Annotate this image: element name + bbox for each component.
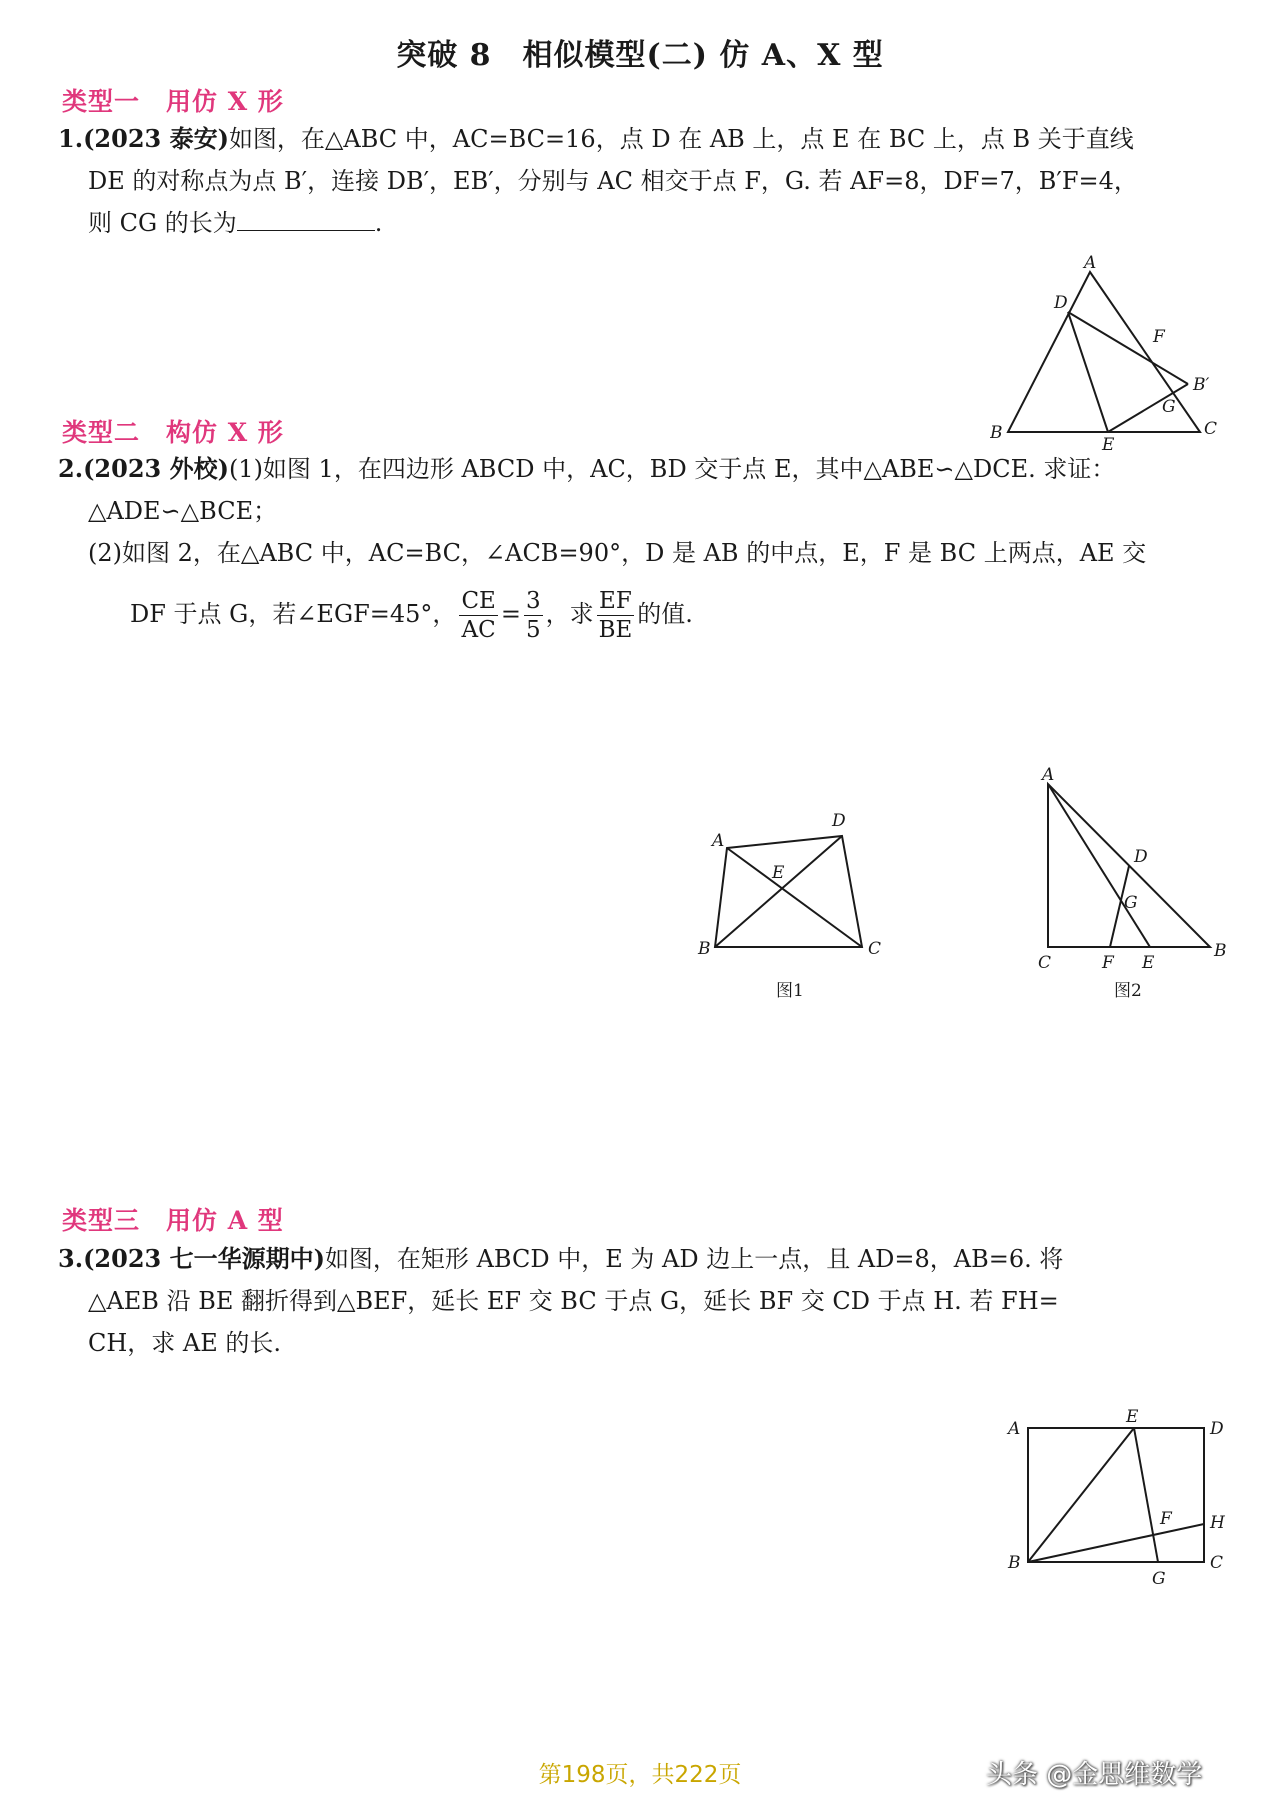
q1-answer-blank[interactable] bbox=[237, 208, 375, 231]
q3-figure bbox=[1000, 1400, 1240, 1600]
fraction-ef-be-denominator: BE bbox=[598, 617, 633, 643]
fraction-ce-ac-numerator: CE bbox=[461, 588, 496, 614]
q1-number: 1. bbox=[58, 124, 84, 153]
q3-label-a: A bbox=[1008, 1419, 1021, 1439]
q2-fig1-caption: 图1 bbox=[776, 981, 804, 1001]
q1-label-d: D bbox=[1054, 293, 1068, 313]
q2-fig2-label-b: B bbox=[1214, 941, 1227, 961]
q2-figure-2 bbox=[1030, 760, 1240, 1010]
q3-line-1 bbox=[58, 1244, 1063, 1274]
q1-text-2: DE 的对称点为点 B′，连接 DB′，EB′，分别与 AC 相交于点 F，G. 若 AF=8，DF=7，B′F=4， bbox=[88, 167, 1138, 195]
fraction-ce-ac-denominator: AC bbox=[461, 617, 496, 643]
q3-text-3: CH，求 AE 的长. bbox=[88, 1329, 282, 1357]
section-heading-3: 类型三 用仿 A 型 bbox=[62, 1206, 284, 1235]
fraction-3-5-denominator: 5 bbox=[525, 617, 541, 643]
fraction-ce-ac bbox=[459, 587, 497, 644]
q2-source: (2023 外校) bbox=[83, 454, 229, 483]
q3-label-f: F bbox=[1160, 1509, 1172, 1529]
fraction-ef-be bbox=[597, 587, 635, 644]
q1-segment-db-prime bbox=[1068, 312, 1188, 384]
q2-fig1-label-a: A bbox=[712, 831, 725, 851]
q2-text-1: (1)如图 1，在四边形 ABCD 中，AC，BD 交于点 E，其中△ABE∽△DCE. 求证： bbox=[228, 455, 1116, 483]
q2-fig2-label-f: F bbox=[1102, 953, 1114, 973]
section-heading-2: 类型二 构仿 X 形 bbox=[62, 418, 284, 447]
fraction-3-5-numerator: 3 bbox=[525, 588, 541, 614]
q2-fig2-label-c: C bbox=[1038, 953, 1052, 973]
q1-text-1: 如图，在△ABC 中，AC=BC=16，点 D 在 AB 上，点 E 在 BC 上，点 B 关于直线 bbox=[228, 125, 1134, 153]
q2-figure-1 bbox=[690, 800, 890, 1010]
q1-period: . bbox=[374, 209, 383, 237]
q2-text-4a: DF 于点 G，若∠EGF=45°， bbox=[130, 600, 457, 628]
q2-line-4 bbox=[130, 578, 693, 650]
q2-text-3: (2)如图 2，在△ABC 中，AC=BC，∠ACB=90°，D 是 AB 的中点，E，F 是 BC 上两点，AE 交 bbox=[88, 539, 1147, 567]
q2-fig2-caption: 图2 bbox=[1114, 981, 1142, 1001]
q2-fig2-triangle-abc bbox=[1048, 784, 1210, 947]
page-number-footer: 第198页，共222页 bbox=[538, 1762, 742, 1788]
q1-label-f: F bbox=[1153, 327, 1165, 347]
q1-label-g: G bbox=[1162, 397, 1176, 417]
q2-fig1-label-b: B bbox=[698, 939, 711, 959]
q2-fig1-diagonal-ac bbox=[727, 848, 862, 947]
q3-rectangle-abcd bbox=[1028, 1428, 1204, 1562]
q3-label-g: G bbox=[1152, 1569, 1166, 1589]
q1-label-e: E bbox=[1102, 435, 1115, 450]
fraction-3-5 bbox=[524, 587, 543, 644]
q3-label-c: C bbox=[1210, 1553, 1224, 1573]
q2-fig2-label-d: D bbox=[1134, 847, 1148, 867]
q2-fig2-label-e: E bbox=[1142, 953, 1155, 973]
q2-fig1-label-c: C bbox=[868, 939, 882, 959]
q3-text-1: 如图，在矩形 ABCD 中，E 为 AD 边上一点，且 AD=8，AB=6. 将 bbox=[324, 1245, 1064, 1273]
q1-source: (2023 泰安) bbox=[83, 124, 229, 153]
q3-segment-eg bbox=[1134, 1428, 1158, 1562]
q1-text-3: 则 CG 的长为 bbox=[88, 209, 237, 237]
q2-text-2: △ADE∽△BCE； bbox=[88, 497, 278, 525]
q3-source: (2023 七一华源期中) bbox=[83, 1244, 325, 1273]
q3-label-e: E bbox=[1126, 1407, 1139, 1427]
fraction-ef-be-numerator: EF bbox=[597, 587, 635, 616]
q1-figure bbox=[990, 250, 1230, 450]
section-heading-1: 类型一 用仿 X 形 bbox=[62, 87, 284, 116]
q2-text-4b: ，求 bbox=[545, 600, 594, 628]
equals-sign: = bbox=[500, 600, 521, 628]
q2-text-4c: 的值. bbox=[637, 600, 693, 628]
q1-label-c: C bbox=[1204, 419, 1218, 439]
q3-label-b: B bbox=[1008, 1553, 1021, 1573]
q1-segment-eb-prime bbox=[1108, 384, 1188, 432]
q1-label-b-prime: B′ bbox=[1193, 375, 1210, 395]
page-title: 突破 8 相似模型(二) 仿 A、X 型 bbox=[396, 38, 884, 73]
q1-line-3 bbox=[88, 208, 382, 238]
q3-number: 3. bbox=[58, 1244, 84, 1273]
q3-label-d: D bbox=[1210, 1419, 1224, 1439]
q2-fig2-label-g: G bbox=[1124, 893, 1138, 913]
q2-fig1-label-d: D bbox=[832, 811, 846, 831]
q2-fig1-label-e: E bbox=[772, 863, 785, 883]
q3-label-h: H bbox=[1210, 1513, 1225, 1533]
watermark: 头条 @金思维数学 bbox=[986, 1760, 1203, 1790]
q1-label-b: B bbox=[990, 423, 1003, 443]
q3-text-2: △AEB 沿 BE 翻折得到△BEF，延长 EF 交 BC 于点 G，延长 BF 交 CD 于点 H. 若 FH= bbox=[88, 1287, 1059, 1315]
q2-number: 2. bbox=[58, 454, 84, 483]
q2-fig2-label-a: A bbox=[1042, 765, 1055, 785]
q2-line-1 bbox=[58, 454, 1115, 484]
q1-segment-de bbox=[1068, 312, 1108, 432]
q1-line-1 bbox=[58, 124, 1134, 154]
q1-label-a: A bbox=[1084, 253, 1097, 273]
